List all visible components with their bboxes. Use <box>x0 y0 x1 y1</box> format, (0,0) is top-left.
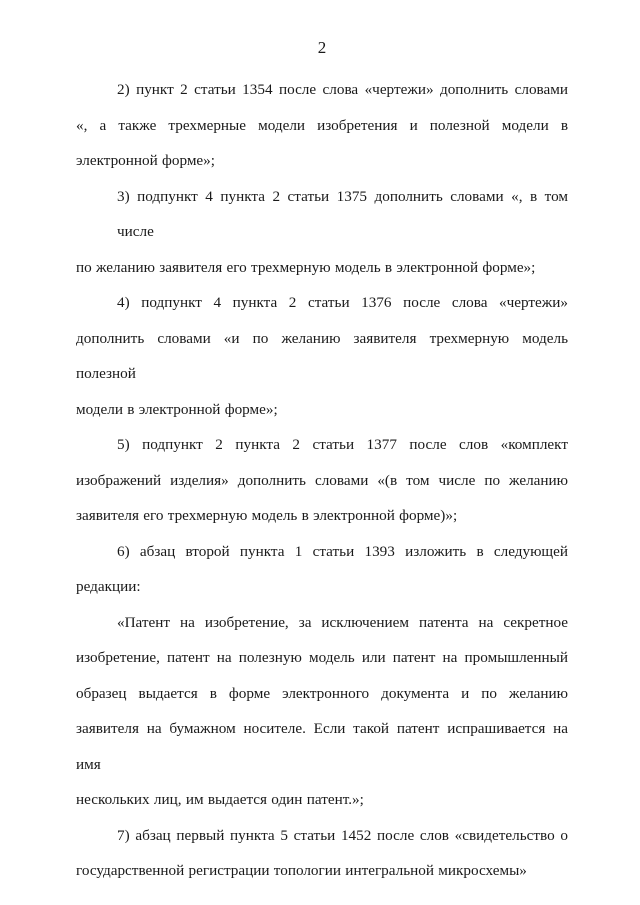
text-line: дополнить словами «и по желанию заявителя трехмерную модель полезной <box>76 329 568 382</box>
paragraph-6 <box>76 605 568 818</box>
text-line: заявителя его трехмерную модель в электронной форме)»; <box>76 507 458 524</box>
text-line: электронной форме»; <box>76 152 215 169</box>
text-line: 3) подпункт 4 пункта 2 статьи 1375 дополнить словами «, в том числе <box>117 187 568 240</box>
paragraph-2 <box>76 179 568 286</box>
paragraph-7 <box>76 818 568 889</box>
text-line: «Патент на изобретение, за исключением патента на секретное <box>117 613 568 631</box>
text-line: 5) подпункт 2 пункта 2 статьи 1377 после слов «комплект <box>117 436 568 453</box>
text-line: нескольких лиц, им выдается один патент.»; <box>76 791 364 808</box>
paragraph-1 <box>76 72 568 179</box>
text-line: образец выдается в форме электронного документа и по желанию <box>76 684 568 702</box>
text-line: изобретение, патент на полезную модель или патент на промышленный <box>76 649 568 666</box>
text-line: 4) подпункт 4 пункта 2 статьи 1376 после слова «чертежи» <box>117 294 568 311</box>
text-line: 2) пункт 2 статьи 1354 после слова «чертежи» дополнить словами <box>117 81 568 98</box>
paragraph-5 <box>76 534 568 605</box>
document-body <box>76 72 568 889</box>
text-line: «, а также трехмерные модели изобретения и полезной модели в <box>76 116 568 134</box>
text-line: 6) абзац второй пункта 1 статьи 1393 изложить в следующей <box>117 542 568 560</box>
text-line: модели в электронной форме»; <box>76 400 278 418</box>
paragraph-4 <box>76 427 568 534</box>
paragraph-3 <box>76 285 568 427</box>
text-line: по желанию заявителя его трехмерную модель в электронной форме»; <box>76 258 536 276</box>
text-line: редакции: <box>76 578 141 595</box>
text-line: изображений изделия» дополнить словами «(в том числе по желанию <box>76 471 568 489</box>
text-line: государственной регистрации топологии интегральной микросхемы» <box>76 862 527 879</box>
text-line: 7) абзац первый пункта 5 статьи 1452 после слов «свидетельство о <box>117 826 568 844</box>
text-line: заявителя на бумажном носителе. Если такой патент испрашивается на имя <box>76 720 568 773</box>
page-number: 2 <box>317 38 327 57</box>
